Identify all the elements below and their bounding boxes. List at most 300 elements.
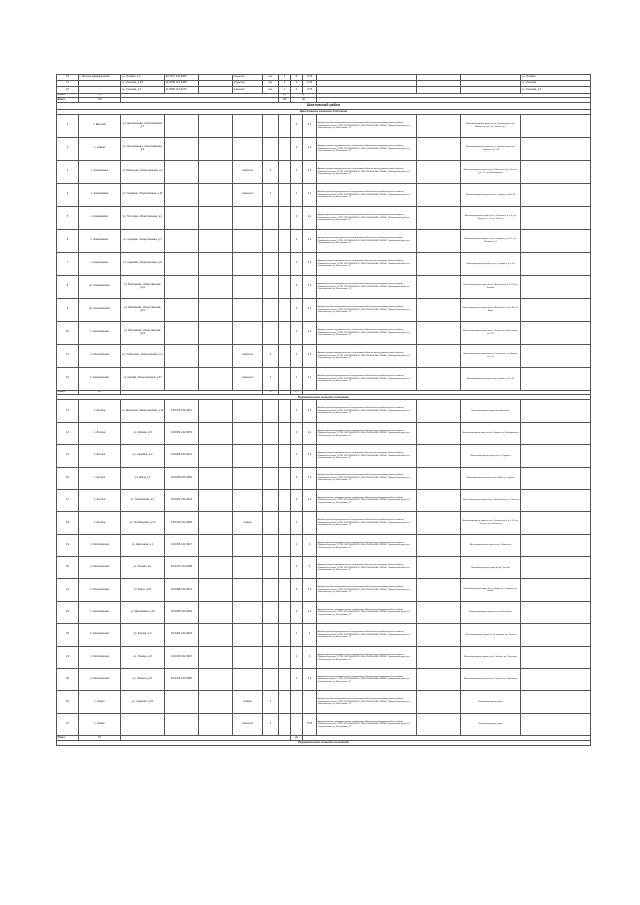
fence-cell [263,114,279,137]
address-cell: ул. Школьная, общественная, д.14 [121,400,165,422]
row-number-cell: 24 [57,646,79,668]
volume-cell: 0.75 [303,75,317,81]
table-row [57,422,591,444]
operator-cell: Администрация муниципального образования Шкотовского муниципального района Приморского края, ОГРН 1022500640376, ИНН 2503000498, 692800, Приморский край, пгт. Смоляниново, ул. Маслакова, 12 [317,252,417,275]
table-cell [521,275,591,298]
total-sum-cell: 20 [291,98,317,103]
table-cell [417,624,461,646]
coordinates-cell [165,275,199,298]
operator-cell: Администрация муниципального образования Шкотовского муниципального района Приморского края, ОГРН 1022500640376, ИНН 2503000498, 692800, Приморский край, пгт. Смоляниново, ул. Маслакова, 12 [317,114,417,137]
operator-cell: Администрация муниципального образования Шкотовского муниципального района Приморского края, ОГРН 1022500640376, ИНН 2503000498, 692800, Приморский край, пгт. Смоляниново, ул. Маслакова, 12 [317,160,417,183]
table-cell [521,557,591,579]
table-row [57,321,591,344]
coordinates-cell: 43.3689 131.9276 [165,87,199,93]
total-count-cell: 15 [79,93,121,98]
total-sum-cell: 17 [291,390,303,395]
total-sum-cell: 2 [291,93,317,98]
table-cell [199,579,233,601]
row-number-cell: 12 [57,367,79,390]
settlement-cell: с. Анисимовка [79,183,121,206]
row-number-cell: 4 [57,183,79,206]
operator-cell: Администрация муниципального образования Шкотовского муниципального района Приморского края, ОГРН 1022500640376, ИНН 2503000498, 692800, Приморский край, пгт. Смоляниново, ул. Маслакова, 12 [317,601,417,623]
settlement-cell: п. Смоляниново [79,579,121,601]
subsection-title: Подъяпольское сельское поселение [57,395,591,400]
table-cell [417,646,461,668]
row-number-cell: 19 [57,534,79,556]
table-cell [279,624,291,646]
row-number-cell: 5 [57,206,79,229]
table-cell [521,367,591,390]
coordinates-cell [165,183,199,206]
quantity-cell: 2 [291,601,303,623]
table-row [57,229,591,252]
quantity-cell: 1 [279,75,291,81]
total-sum-cell: 11 [279,93,291,98]
table-cell [199,601,233,623]
coordinates-cell: 43.0381 132.4503 [165,422,199,444]
table-cell [279,534,291,556]
source-cell: Многоквартирные дома по ул. Советская, ул. Кирова, д.1–11 [461,344,521,367]
table-cell [279,422,291,444]
fence-cell: нет [263,81,279,87]
coordinates-cell [165,137,199,160]
source-cell: Многоквартирные дома по ул. Садовая, д.16–35 [461,183,521,206]
fence-cell [263,137,279,160]
table-row [57,137,591,160]
table-cell [199,321,233,344]
surface-cell: открытое [233,183,263,206]
table-cell [417,367,461,390]
quantity-cell: 0 [291,114,303,137]
table-cell [279,252,291,275]
subsection-title: Центральное сельское поселение [57,109,591,114]
table-cell [279,344,291,367]
surface-cell [233,445,263,467]
address-cell: ул. Садовая, д.2 [121,445,165,467]
registry-table [56,74,591,746]
source-cell: Многоквартирные дома по ул. Школьная [461,534,521,556]
surface-cell: открытое [233,713,263,735]
table-cell [199,713,233,735]
quantity-cell: 1 [291,624,303,646]
settlement-cell: п. Смоляниново [79,624,121,646]
address-cell: ул. Советская, общественная, д.1 [121,344,165,367]
coordinates-cell [165,229,199,252]
fence-cell [263,534,279,556]
subsection-header-row [57,740,591,745]
row-number-cell: 22 [57,601,79,623]
quantity-cell: 4 [291,512,303,534]
section-header-row [57,102,591,109]
table-row [57,624,591,646]
quantity-cell: 1 [279,81,291,87]
settlement-cell: п. Лесное [79,512,121,534]
row-number-cell: 14 [57,422,79,444]
table-cell [279,206,291,229]
table-row [57,445,591,467]
quantity-cell: 0 [291,81,303,87]
fence-cell: 1 [263,344,279,367]
fence-cell: 1 [263,713,279,735]
table-cell [521,534,591,556]
table-cell [279,298,291,321]
coordinates-cell: 43.0359 132.4530 [165,467,199,489]
source-cell: Многоквартирные дома по ул. Пушкинская, ул. Лесная [461,489,521,511]
settlement-cell: п. Лесное [79,422,121,444]
row-number-cell: 8 [57,275,79,298]
row-number-cell: 13 [57,75,79,81]
table-cell [521,400,591,422]
volume-cell: 0.75 [303,713,317,735]
surface-cell [233,229,263,252]
row-number-cell: 15 [57,87,79,93]
table-cell [417,579,461,601]
table-cell [417,534,461,556]
table-row [57,206,591,229]
volume-cell: 1.1 [303,344,317,367]
table-cell [417,713,461,735]
fence-cell [263,512,279,534]
total-label-cell: Итого [57,390,79,395]
surface-cell [233,467,263,489]
total-count-cell: 179 [79,98,121,103]
address-cell: ул. Почтовая, общественная, д.1 [121,206,165,229]
surface-cell [233,422,263,444]
table-cell [279,114,291,137]
quantity-cell: 0 [291,75,303,81]
volume-cell: 1.1 [303,275,317,298]
source-cell: Многоквартирные дома по ул. Ленина, ул. Школьная [461,669,521,691]
total-count-cell: 15 [79,736,121,741]
table-cell [279,579,291,601]
fence-cell [263,624,279,646]
settlement-cell: п. Лесное [79,489,121,511]
table-cell [199,367,233,390]
settlement-cell: п. Смоляниново [79,646,121,668]
total-count-cell: 12 [79,390,121,395]
volume-cell: 4 [303,624,317,646]
table-row [57,275,591,298]
operator-cell: Администрация муниципального образования Шкотовского муниципального района Приморского края, ОГРН 1022500640376, ИНН 2503000498, 692800, Приморский край, пгт. Смоляниново, ул. Маслакова, 12 [317,344,417,367]
source-cell: ул. Озерная [521,81,591,87]
quantity-cell: 2 [291,400,303,422]
surface-cell [233,400,263,422]
address-cell: ул. Пушкинская, д.1 [121,489,165,511]
volume-cell: 1.1 [303,601,317,623]
quantity-cell: 2 [291,467,303,489]
source-cell: Многоквартирные дома по ул. Садовая, д.1–17, ул. Полевая, д.1 [461,229,521,252]
operator-cell: Администрация муниципального образования Шкотовского муниципального района Приморского края, ОГРН 1022500640376, ИНН 2503000498, 692800, Приморский край, пгт. Смоляниново, ул. Маслакова, 12 [317,512,417,534]
settlement-cell: с. Новонежино [79,206,121,229]
coordinates-cell [165,713,199,735]
total-label-cell: Итого [57,736,79,741]
row-number-cell: 6 [57,229,79,252]
table-cell [199,160,233,183]
address-cell: ул. Мира, д.10 [121,579,165,601]
operator-cell: Администрация муниципального образования Шкотовского муниципального района Приморского края, ОГРН 1022500640376, ИНН 2503000498, 692800, Приморский край, пгт. Смоляниново, ул. Маслакова, 12 [317,624,417,646]
row-number-cell: 15 [57,445,79,467]
table-cell [279,557,291,579]
table-row [57,183,591,206]
operator-cell: Администрация муниципального образования Шкотовского муниципального района Приморского края, ОГРН 1022500640376, ИНН 2503000498, 692800, Приморский край, пгт. Смоляниново, ул. Маслакова, 12 [317,467,417,489]
coordinates-cell: 43.3698 131.9288 [165,81,199,87]
table-cell [279,400,291,422]
fence-cell: 1 [263,691,279,713]
settlement-cell: ур. Смоляниново [79,275,121,298]
table-row [57,713,591,735]
operator-cell: Администрация муниципального образования Шкотовского муниципального района Приморского края, ОГРН 1022500640376, ИНН 2503000498, 692800, Приморский край, пгт. Смоляниново, ул. Маслакова, 12 [317,183,417,206]
coordinates-cell: 43.3395 132.4930 [165,601,199,623]
table-cell [417,183,461,206]
table-cell [417,400,461,422]
quantity-cell: 1 [291,646,303,668]
operator-cell: Администрация муниципального образования Шкотовского муниципального района Приморского края, ОГРН 1022500640376, ИНН 2503000498, 692800, Приморский край, пгт. Смоляниново, ул. Маслакова, 12 [317,400,417,422]
table-cell [199,229,233,252]
address-cell: ул. Кирова, д.3 [121,624,165,646]
coordinates-cell [165,344,199,367]
source-cell: Многоквартирные дома по ул. Лесная [461,557,521,579]
coordinates-cell: 43.3372 132.4908 [165,557,199,579]
table-cell [199,275,233,298]
operator-cell: Администрация муниципального образования Шкотовского муниципального района Приморского края, ОГРН 1022500640376, ИНН 2503000498, 692800, Приморский край, пгт. Смоляниново, ул. Маслакова, 12 [317,321,417,344]
fence-cell [263,252,279,275]
table-cell [279,445,291,467]
table-cell [199,344,233,367]
total-label-cell: Всего [57,98,79,103]
fence-cell: нет [263,75,279,81]
table-cell [199,646,233,668]
volume-cell: 1.1 [303,137,317,160]
quantity-cell: 1 [291,534,303,556]
table-cell [521,422,591,444]
subsection-title: Подъяпольское сельское поселение [57,740,591,745]
table-cell [417,206,461,229]
table-row [57,601,591,623]
table-row [57,669,591,691]
source-cell: Многоквартирные дома по ул. Центральная, ул. Школьная, д.1, ул. Лесная, д.2 [461,114,521,137]
volume-cell: 1.1 [303,467,317,489]
fence-cell [263,467,279,489]
source-cell: Многоквартирные дома по ул. Почтовая, д.1–9, ул. Мира, д.1–11, ул. Лесная [461,206,521,229]
quantity-cell [291,713,303,735]
table-row [57,160,591,183]
coordinates-cell [165,321,199,344]
table-cell [199,114,233,137]
quantity-cell: 2 [291,206,303,229]
fence-cell [263,601,279,623]
address-cell: ул. Октябрьская, д.13 [121,512,165,534]
address-cell: ул. Мира, д.1 [121,467,165,489]
volume-cell: 0.75 [303,87,317,93]
table-row [57,512,591,534]
volume-cell: 1.1 [303,252,317,275]
surface-cell [233,275,263,298]
volume-cell: 1.1 [303,489,317,511]
row-number-cell: 16 [57,467,79,489]
table-cell [521,160,591,183]
table-cell [199,298,233,321]
table-cell [521,624,591,646]
row-number-cell: 3 [57,160,79,183]
coordinates-cell [165,367,199,390]
volume-cell: 1.1 [303,206,317,229]
operator-cell: Администрация муниципального образования Шкотовского муниципального района Приморского края, ОГРН 1022500640376, ИНН 2503000498, 692800, Приморский край, пгт. Смоляниново, ул. Маслакова, 12 [317,206,417,229]
row-number-cell: 1 [57,114,79,137]
table-cell [279,367,291,390]
surface-cell: открытое [233,344,263,367]
table-cell [199,137,233,160]
table-cell [521,713,591,735]
table-cell [521,601,591,623]
surface-cell [233,137,263,160]
table-cell [521,344,591,367]
quantity-cell: 2 [291,422,303,444]
table-row [57,298,591,321]
table-cell [279,489,291,511]
surface-cell [233,579,263,601]
quantity-cell: 2 [291,669,303,691]
surface-cell [233,489,263,511]
surface-cell: открытое [233,367,263,390]
table-cell [521,669,591,691]
settlement-cell: п. Смоляниново [79,344,121,367]
coordinates-cell [165,114,199,137]
table-cell [417,298,461,321]
table-cell [521,206,591,229]
settlement-cell: п. Смоляниново [79,601,121,623]
row-number-cell: 2 [57,137,79,160]
row-number-cell: 26 [57,691,79,713]
coordinates-cell: 43.3366 132.4917 [165,534,199,556]
section-title: Шкотовский район [57,102,591,109]
row-number-cell: 25 [57,669,79,691]
quantity-cell: 0 [291,252,303,275]
settlement-cell: п. Смоляниново [79,669,121,691]
source-cell: Многоквартирные дома по ул. Кирова, д.12–37 [461,367,521,390]
source-cell: Многоквартирные дома по ул. Садовая [461,445,521,467]
row-number-cell: 14 [57,81,79,87]
operator-cell: Администрация муниципального образования Шкотовского муниципального района Приморского края, ОГРН 1022500640376, ИНН 2503000498, 692800, Приморский край, пгт. Смоляниново, ул. Маслакова, 12 [317,229,417,252]
fence-cell [263,646,279,668]
volume-cell: 1.1 [303,445,317,467]
fence-cell [263,445,279,467]
fence-cell [263,400,279,422]
table-cell [279,160,291,183]
table-cell [199,624,233,646]
coordinates-cell [165,206,199,229]
source-cell: ул. Озерная, д.2 [521,87,591,93]
quantity-cell: 2 [291,275,303,298]
coordinates-cell: 43.3409 132.4947 [165,646,199,668]
table-cell [417,321,461,344]
row-number-cell: 23 [57,624,79,646]
table-cell [199,669,233,691]
operator-cell: Администрация муниципального образования Шкотовского муниципального района Приморского края, ОГРН 1022500640376, ИНН 2503000498, 692800, Приморский край, пгт. Смоляниново, ул. Маслакова, 12 [317,579,417,601]
address-cell: ул. Маслакова, общественная, д.11 [121,275,165,298]
volume-cell: 1.1 [303,367,317,390]
row-number-cell: 17 [57,489,79,511]
table-cell [417,557,461,579]
volume-cell: 4 [303,534,317,556]
operator-cell: Администрация муниципального образования Шкотовского муниципального района Приморского края, ОГРН 1022500640376, ИНН 2503000498, 692800, Приморский край, пгт. Смоляниново, ул. Маслакова, 12 [317,534,417,556]
source-cell: Многоквартирные дома по ул. Центральная, ул. Садовая, д.1–19 [461,137,521,160]
table-row [57,344,591,367]
volume-cell: 0.75 [303,81,317,87]
source-cell: Многоквартирные дома [461,713,521,735]
row-number-cell: 21 [57,579,79,601]
table-cell [279,669,291,691]
table-cell [199,422,233,444]
table-cell [279,601,291,623]
source-cell: Многоквартирные дома по ул. Садовая, д.1–29 [461,252,521,275]
table-cell [199,400,233,422]
table-row [57,252,591,275]
table-cell [279,321,291,344]
row-number-cell: 27 [57,713,79,735]
surface-cell [233,114,263,137]
table-cell [417,691,461,713]
settlement-cell: с. Новое [79,713,121,735]
coordinates-cell [165,252,199,275]
table-cell [279,229,291,252]
table-cell [199,445,233,467]
coordinates-cell [165,298,199,321]
coordinates-cell: 43.0344 132.4559 [165,512,199,534]
address-cell: ул. Озерная, д.2 [121,87,165,93]
address-cell: ул. Кирова, общественная, д.27 [121,367,165,390]
table-row [57,646,591,668]
source-cell: Многоквартирные дома по ул. Маслакова, д.25–39, ул. Мира [461,298,521,321]
table-cell [199,691,233,713]
quantity-cell: 1 [291,183,303,206]
table-cell [199,534,233,556]
source-cell: Многоквартирные дома по ул. Кирова, ул. Лесная [461,624,521,646]
surface-cell [233,321,263,344]
table-cell [417,467,461,489]
operator-cell: Администрация муниципального образования Шкотовского муниципального района Приморского края, ОГРН 1022500640376, ИНН 2503000498, 692800, Приморский край, пгт. Смоляниново, ул. Маслакова, 12 [317,646,417,668]
quantity-cell: 1 [291,321,303,344]
fence-cell: нет [263,87,279,93]
table-cell [199,206,233,229]
address-cell: ул. Лесная, д.1 [121,557,165,579]
table-cell [521,467,591,489]
coordinates-cell [165,691,199,713]
row-number-cell: 18 [57,512,79,534]
table-cell [199,489,233,511]
quantity-cell: 1 [291,160,303,183]
quantity-cell: 1 [279,87,291,93]
total-count-cell: 4 [263,390,279,395]
volume-cell: 4 [303,557,317,579]
table-cell [521,321,591,344]
table-cell [521,252,591,275]
table-row [57,114,591,137]
table-cell [521,137,591,160]
table-cell [417,160,461,183]
table-cell [521,114,591,137]
fence-cell: 1 [263,367,279,390]
fence-cell [263,206,279,229]
operator-cell: Администрация муниципального образования Шкотовского муниципального района Приморского края, ОГРН 1022500640376, ИНН 2503000498, 692800, Приморский край, пгт. Смоляниново, ул. Маслакова, 12 [317,445,417,467]
settlement-cell: с. Смоляниново [79,367,121,390]
volume-cell: 1.1 [303,400,317,422]
table-cell [417,137,461,160]
table-cell [417,512,461,534]
table-cell [199,557,233,579]
total-sum-cell: 29 [291,736,303,741]
fence-cell [263,557,279,579]
fence-cell [263,422,279,444]
